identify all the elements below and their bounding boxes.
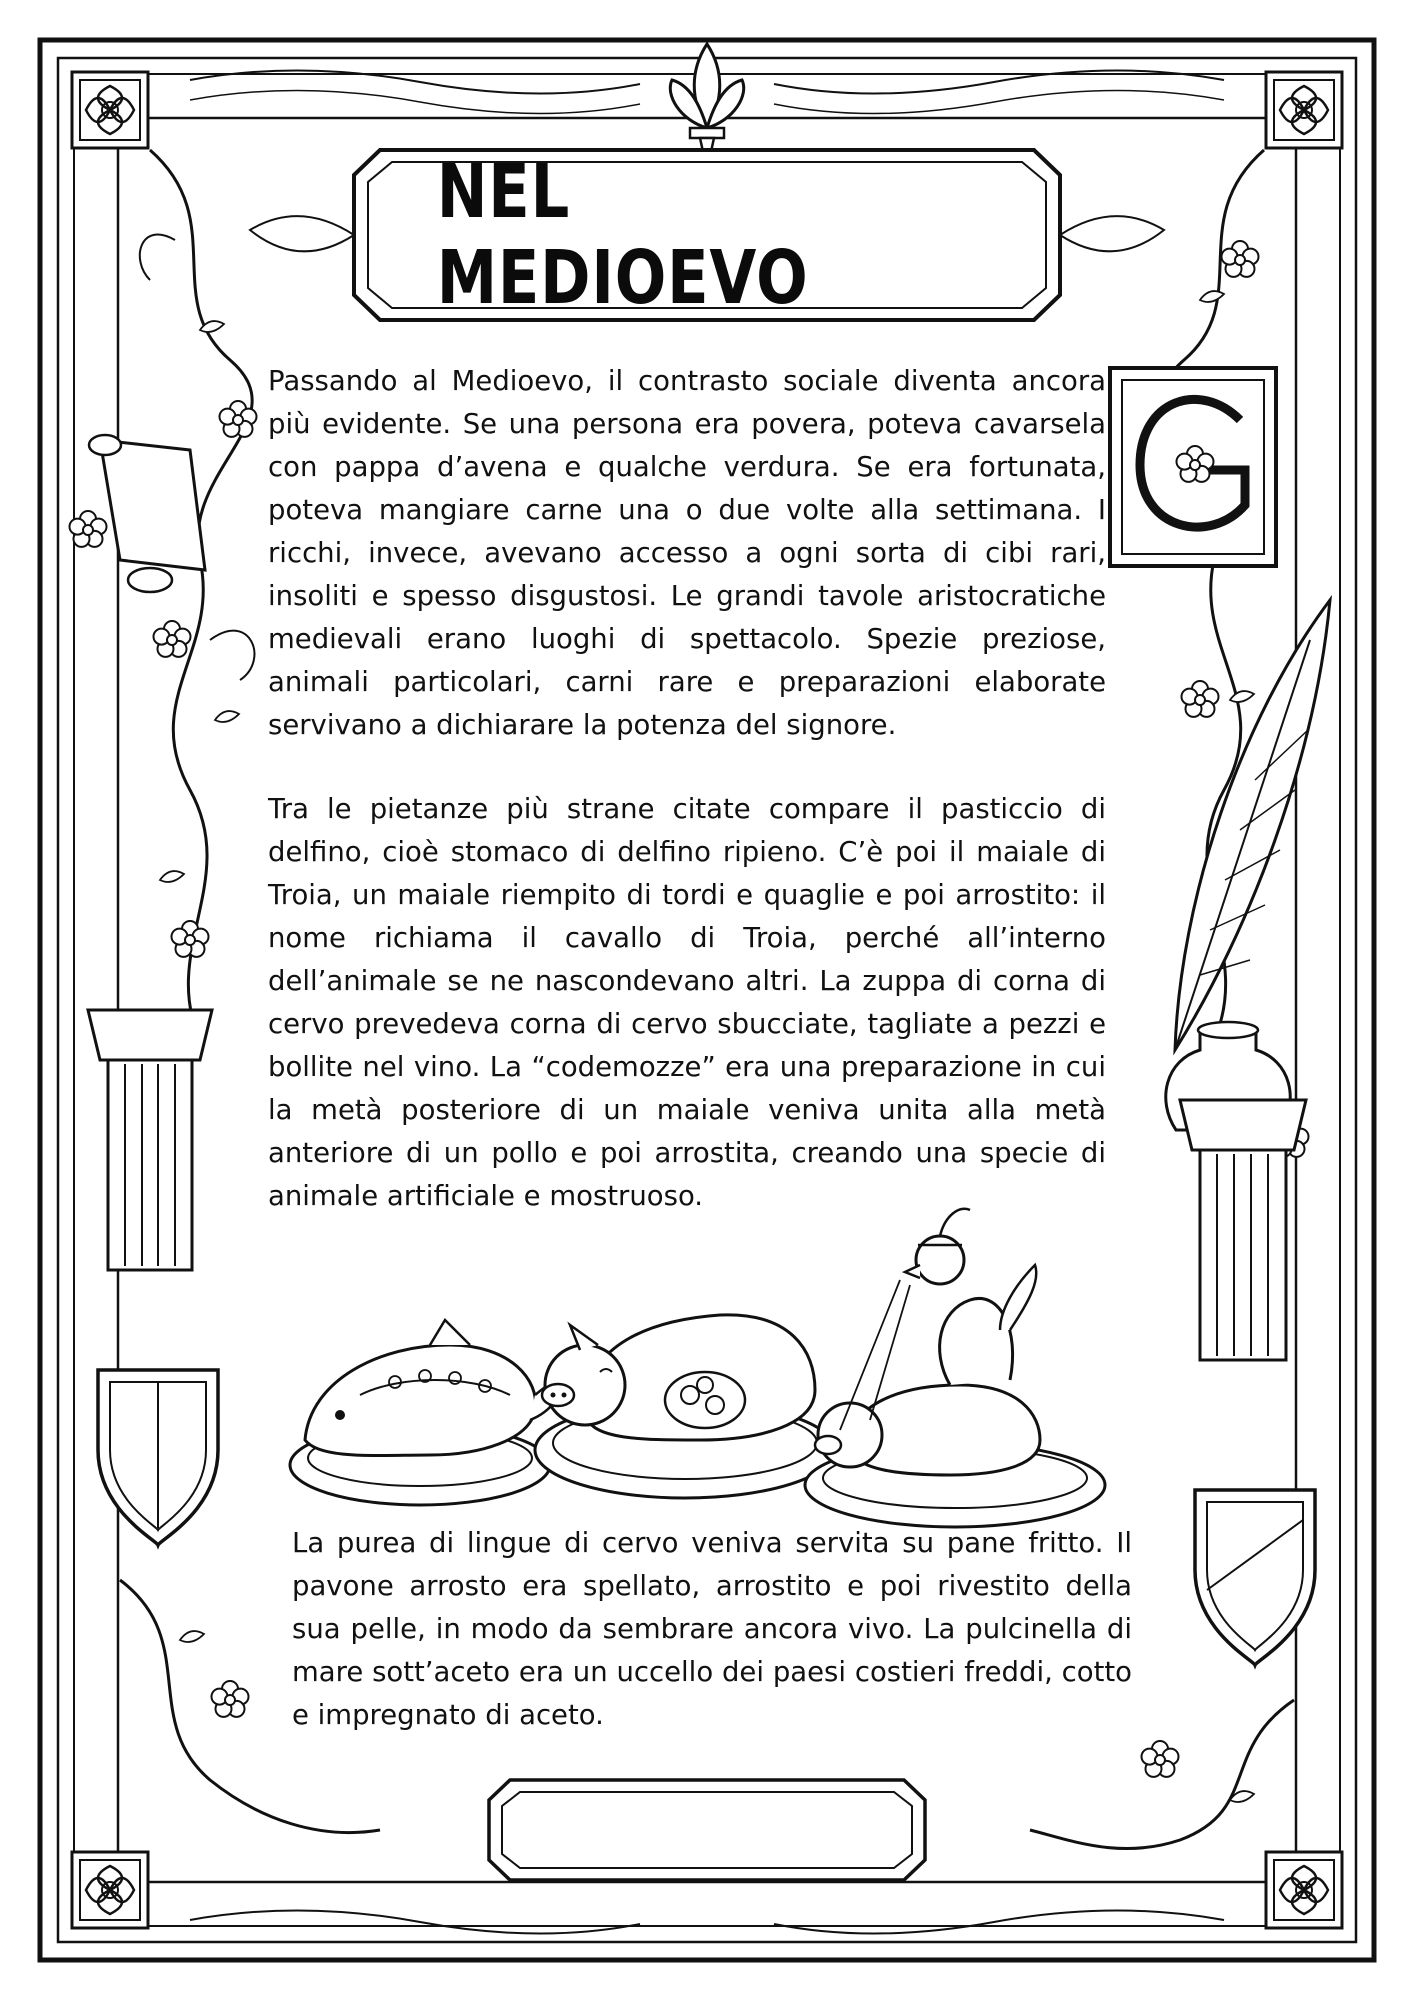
paragraph-2: Tra le pietanze più strane citate compare il pasticcio di delfino, cioè stomaco di delfino ripieno. C’è poi il maiale di Troia, un maiale riempito di tordi e quaglie e poi arrostito: il nome richiama il cavallo di Troia, perché all’interno dell’animale se ne nascondevano altri. La zuppa di corna di cervo prevedeva corna di cervo sbucciate, tagliate a pezzi e bollite nel vino. La “codemozze” era una preparazione in cui la metà posteriore di un maiale veniva unita alla metà anteriore di un pollo e poi arrostita, creando una specie di animale artificiale e mostruoso. [268,793,1106,1212]
trojan-pig-icon [535,1315,835,1498]
column-left-icon [88,1010,212,1270]
scroll-icon [89,435,205,592]
page-title: NEL MEDIOEVO [436,149,809,321]
illuminated-letter-icon [1110,368,1276,566]
shield-left-icon [98,1370,218,1545]
dolphin-pie-icon [290,1320,575,1505]
illustration-dishes [290,1209,1105,1527]
quill-icon [1175,600,1330,1050]
bottom-plaque [489,1780,925,1880]
cockentrice-icon [805,1209,1105,1527]
paragraph-1: Passando al Medioevo, il contrasto sociale diventa ancora più evidente. Se una persona era povera, poteva cavarsela con pappa d’avena e qualche verdura. Se era fortunata, poteva mangiare carne una o due volte alla settimana. I ricchi, invece, avevano accesso a ogni sorta di cibi rari, insoliti e spesso disgustosi. Le grandi tavole aristocratiche medievali erano luoghi di spettacolo. Spezie preziose, animali particolari, carni rare e preparazioni elaborate servivano a dichiarare la potenza del signore. [268,365,1106,741]
column-right-icon [1180,1100,1306,1360]
paragraph-3: La purea di lingue di cervo veniva servita su pane fritto. Il pavone arrosto era spellato, arrostito e poi rivestito della sua pelle, in modo da sembrare ancora vivo. La pulcinella di mare sott’aceto era un uccello dei paesi costieri freddi, cotto e impregnato di aceto. [292,1527,1132,1731]
